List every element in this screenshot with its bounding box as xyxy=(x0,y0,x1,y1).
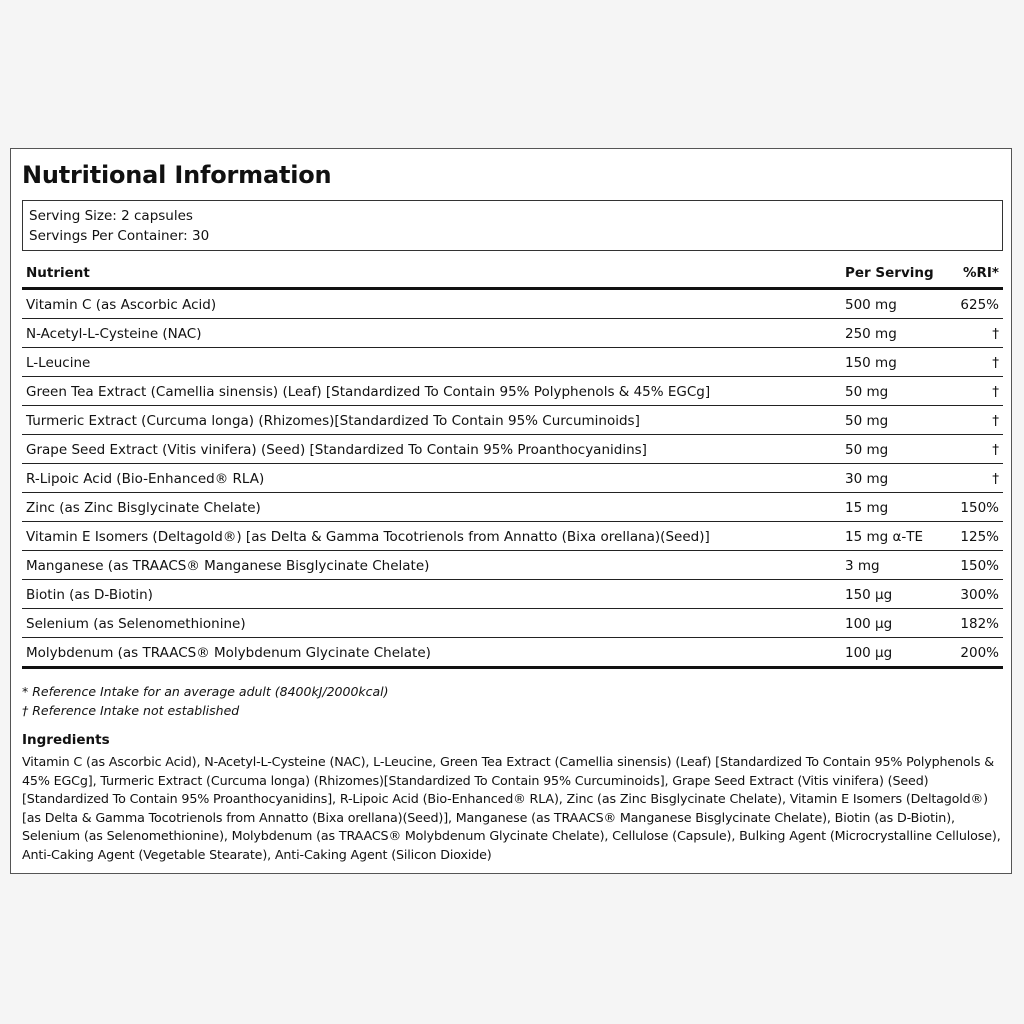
nutrient-name: Grape Seed Extract (Vitis vinifera) (Seed) [Standardized To Contain 95% Proanthocyanidins] xyxy=(26,442,647,458)
servings-per-container: Servings Per Container: 30 xyxy=(29,228,210,244)
nutrient-name: Manganese (as TRAACS® Manganese Bisglycinate Chelate) xyxy=(26,558,430,574)
table-row xyxy=(22,522,1003,551)
nutrient-name: Zinc (as Zinc Bisglycinate Chelate) xyxy=(26,500,261,516)
nutrient-amount: 30 mg xyxy=(845,471,889,487)
nutrient-amount: 3 mg xyxy=(845,558,880,574)
nutrient-amount: 100 µg xyxy=(845,645,893,661)
footnote-not-established: † Reference Intake not established xyxy=(22,703,240,718)
serving-info-box xyxy=(22,200,1003,251)
header-per-serving: Per Serving xyxy=(845,265,934,281)
serving-size: Serving Size: 2 capsules xyxy=(29,208,193,224)
table-body xyxy=(22,290,1003,669)
nutrient-ri: 200% xyxy=(960,645,999,661)
nutrient-name: Turmeric Extract (Curcuma longa) (Rhizomes)[Standardized To Contain 95% Curcuminoids] xyxy=(26,413,640,429)
nutrient-amount: 15 mg α-TE xyxy=(845,529,924,545)
table-row xyxy=(22,464,1003,493)
nutrient-amount: 500 mg xyxy=(845,297,897,313)
nutrient-amount: 100 µg xyxy=(845,616,893,632)
table-row xyxy=(22,319,1003,348)
nutrient-ri: 150% xyxy=(960,558,999,574)
nutrient-amount: 50 mg xyxy=(845,384,889,400)
nutrient-table xyxy=(22,259,1003,669)
nutrient-name: Molybdenum (as TRAACS® Molybdenum Glycinate Chelate) xyxy=(26,645,431,661)
nutrient-ri: † xyxy=(992,442,999,458)
nutrient-amount: 50 mg xyxy=(845,442,889,458)
ingredients-text: Vitamin C (as Ascorbic Acid), N-Acetyl-L-Cysteine (NAC), L-Leucine, Green Tea Extract (Camellia sinensis) (Leaf) [Standardized To Contain 95% Polyphenols & 45% EGCg], Turmeric Extract (Curcuma longa) (Rhizomes)[Standardized To Contain 95% Curcuminoids], Grape Seed Extract (Vitis vinifera) (Seed) [Standardized To Contain 95% Proanthocyanidins], R-Lipoic Acid (Bio-Enhanced® RLA), Zinc (as Zinc Bisglycinate Chelate), Vitamin E Isomers (Deltagold®) [as Delta & Gamma Tocotrienols from Annatto (Bixa orellana)(Seed)], Manganese (as TRAACS® Manganese Bisglycinate Chelate), Biotin (as D-Biotin), Selenium (as Selenomethionine), Molybdenum (as TRAACS® Molybdenum Glycinate Chelate), Cellulose (Capsule), Bulking Agent (Microcrystalline Cellulose), Anti-Caking Agent (Vegetable Stearate), Anti-Caking Agent (Silicon Dioxide) xyxy=(22,754,1001,862)
nutrient-name: Vitamin C (as Ascorbic Acid) xyxy=(26,297,217,313)
nutrient-name: N-Acetyl-L-Cysteine (NAC) xyxy=(26,326,202,342)
header-ri: %RI* xyxy=(962,265,999,281)
nutrient-name: Green Tea Extract (Camellia sinensis) (Leaf) [Standardized To Contain 95% Polyphenols & 45% EGCg] xyxy=(26,384,711,400)
nutrient-ri: 300% xyxy=(960,587,999,603)
nutrient-name: Vitamin E Isomers (Deltagold®) [as Delta & Gamma Tocotrienols from Annatto (Bixa orellana)(Seed)] xyxy=(26,529,710,545)
table-row xyxy=(22,435,1003,464)
nutrient-ri: † xyxy=(992,413,999,429)
nutrient-amount: 150 mg xyxy=(845,355,897,371)
nutrient-ri: † xyxy=(992,384,999,400)
nutrient-ri: 125% xyxy=(960,529,999,545)
nutrient-amount: 15 mg xyxy=(845,500,889,516)
table-row xyxy=(22,377,1003,406)
table-row xyxy=(22,493,1003,522)
nutrition-panel xyxy=(10,148,1012,874)
table-row xyxy=(22,580,1003,609)
footnotes xyxy=(22,682,1003,720)
nutrient-ri: 182% xyxy=(960,616,999,632)
table-row xyxy=(22,348,1003,377)
nutrient-amount: 150 µg xyxy=(845,587,893,603)
nutrient-amount: 50 mg xyxy=(845,413,889,429)
table-row xyxy=(22,551,1003,580)
ingredients-heading: Ingredients xyxy=(22,732,110,748)
table-row xyxy=(22,406,1003,435)
table-row xyxy=(22,290,1003,319)
nutrient-ri: 625% xyxy=(960,297,999,313)
nutrient-ri: † xyxy=(992,355,999,371)
nutrient-ri: † xyxy=(992,326,999,342)
nutrient-ri: † xyxy=(992,471,999,487)
nutrient-amount: 250 mg xyxy=(845,326,897,342)
nutrient-name: Biotin (as D-Biotin) xyxy=(26,587,153,603)
nutrient-name: R-Lipoic Acid (Bio-Enhanced® RLA) xyxy=(26,471,265,487)
header-nutrient: Nutrient xyxy=(26,265,90,281)
table-row xyxy=(22,638,1003,669)
page-title: Nutritional Information xyxy=(22,161,332,189)
nutrient-ri: 150% xyxy=(960,500,999,516)
footnote-reference-intake: * Reference Intake for an average adult (8400kJ/2000kcal) xyxy=(22,684,389,699)
table-row xyxy=(22,609,1003,638)
nutrient-name: Selenium (as Selenomethionine) xyxy=(26,616,246,632)
table-header xyxy=(22,259,1003,290)
nutrient-name: L-Leucine xyxy=(26,355,91,371)
